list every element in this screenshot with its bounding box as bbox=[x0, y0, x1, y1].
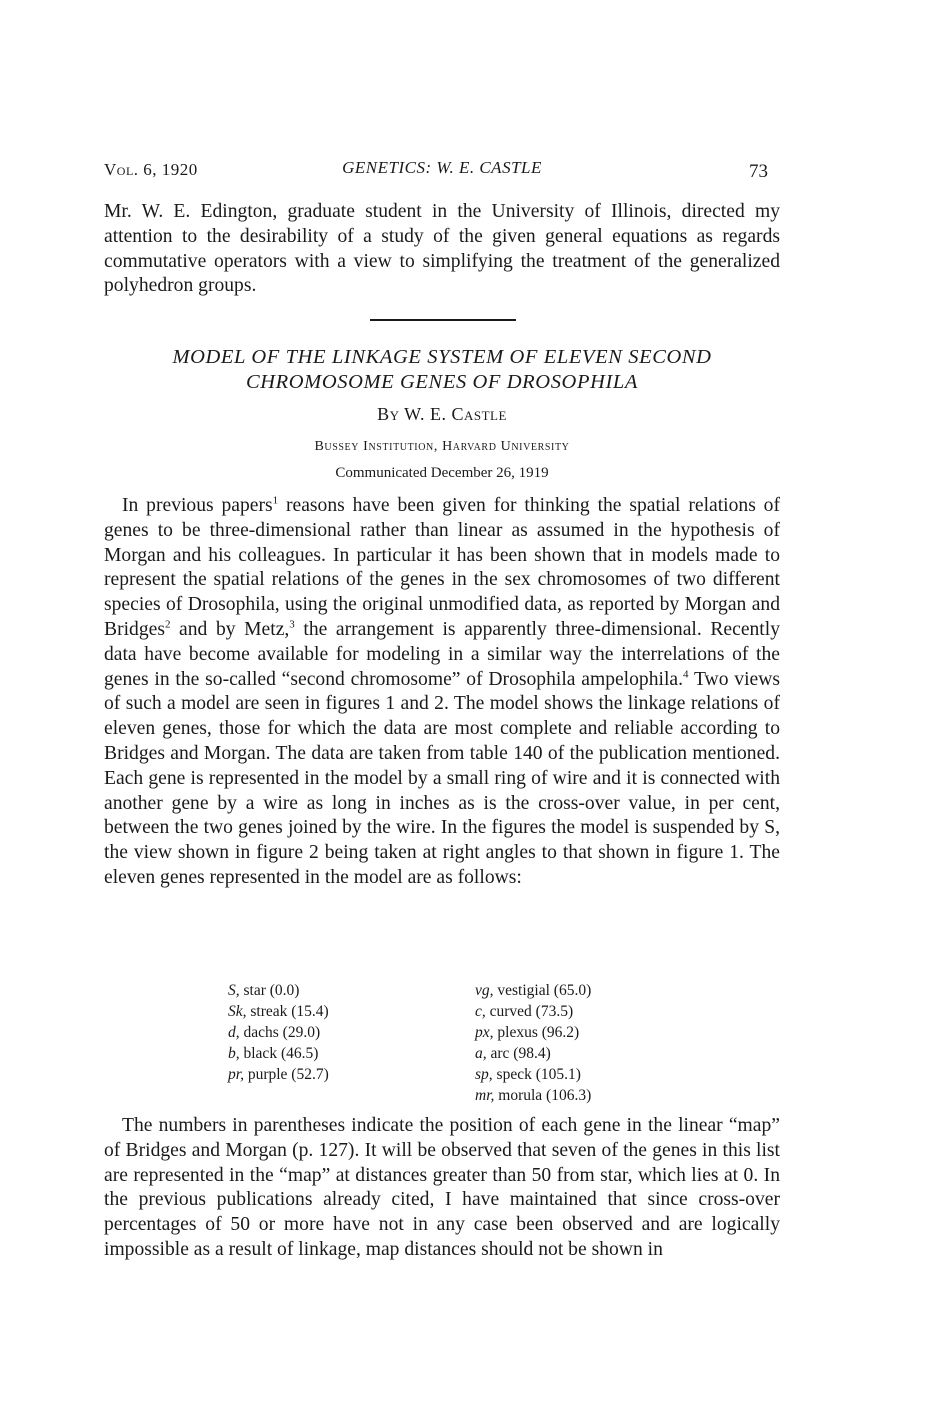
gene-name: dachs (29.0) bbox=[239, 1024, 321, 1041]
list-item bbox=[228, 1001, 329, 1022]
gene-name: curved (73.5) bbox=[485, 1003, 574, 1020]
body-paragraph-1 bbox=[104, 494, 780, 891]
gene-name: speck (105.1) bbox=[492, 1066, 581, 1083]
running-header bbox=[104, 158, 780, 186]
gene-list-column-2 bbox=[475, 980, 591, 1106]
footnote-ref-3: 3 bbox=[289, 618, 295, 631]
list-item bbox=[228, 1064, 329, 1085]
gene-list-column-1 bbox=[228, 980, 329, 1085]
intro-paragraph: Mr. W. E. Edington, graduate student in the University of Illinois, directed my attention to the desirability of a study of the given general equations as regards commutative operators with a view to simplifying the treatment of the generalized polyhedron groups. bbox=[104, 201, 780, 297]
section-divider bbox=[370, 319, 516, 321]
volume-label: Vol. 6, 1920 bbox=[104, 160, 198, 179]
list-item bbox=[475, 1022, 591, 1043]
gene-symbol: vg, bbox=[475, 982, 494, 999]
footnote-ref-2: 2 bbox=[164, 618, 171, 631]
title-line-1: MODEL OF THE LINKAGE SYSTEM OF ELEVEN SECOND bbox=[172, 346, 712, 368]
gene-name: arc (98.4) bbox=[486, 1045, 551, 1062]
p1-text-b: reasons have been given for thinking the spatial relations of genes to be three-dimensional rather than linear as assumed in the hypothesis of Morgan and his colleagues. In particular it has been shown that in models made to represent the spatial relations of the genes in the sex chromosomes of two different species of Drosophila, using the original unmodified data, as reported by Morgan and Bridges bbox=[104, 495, 781, 640]
running-title: GENETICS: W. E. CASTLE bbox=[342, 158, 542, 177]
gene-name: streak (15.4) bbox=[246, 1003, 329, 1020]
gene-symbol: sp, bbox=[475, 1066, 493, 1083]
gene-symbol: b, bbox=[228, 1045, 240, 1062]
gene-symbol: pr, bbox=[228, 1066, 244, 1083]
list-item bbox=[475, 980, 591, 1001]
gene-symbol: d, bbox=[228, 1024, 240, 1041]
footnote-ref-4: 4 bbox=[683, 668, 689, 681]
gene-name: plexus (96.2) bbox=[493, 1024, 580, 1041]
list-item bbox=[475, 1064, 591, 1085]
gene-name: black (46.5) bbox=[239, 1045, 319, 1062]
gene-name: star (0.0) bbox=[239, 982, 300, 999]
gene-name: purple (52.7) bbox=[243, 1066, 329, 1083]
gene-symbol: Sk, bbox=[228, 1003, 247, 1020]
communicated-date: Communicated December 26, 1919 bbox=[335, 465, 549, 481]
list-item bbox=[228, 1043, 329, 1064]
author-byline: By W. E. Castle bbox=[377, 404, 507, 424]
gene-symbol: px, bbox=[475, 1024, 494, 1041]
footnote-ref-1: 1 bbox=[272, 494, 279, 507]
list-item bbox=[228, 1022, 329, 1043]
body-paragraph-2: The numbers in parentheses indicate the position of each gene in the linear “map” of Bridges and Morgan (p. 127). It will be observed that seven of the genes in this list are represented in the “map” at distances greater than 50 from star, which lies at 0. In the previous publications already cited, I have maintained that since cross-over percentages of 50 or more have not in any case been observed and are logically impossible as a result of linkage, map distances should not be shown in bbox=[104, 1115, 780, 1260]
p1-text-e: Two views of such a model are seen in figures 1 and 2. The model shows the linkage relations of eleven genes, those for which the data are most complete and reliable according to Bridges and Morgan. The data are taken from table 140 of the publication mentioned. Each gene is represented in the model by a small ring of wire and it is connected with another gene by a wire as long in inches as is the cross-over value, in per cent, between the two genes joined by the wire. In the figures the model is suspended by S, the view shown in figure 2 being taken at right angles to that shown in figure 1. The eleven genes represented in the model are as follows: bbox=[104, 668, 781, 888]
gene-symbol: c, bbox=[475, 1003, 486, 1020]
p1-text-c: and by Metz, bbox=[170, 618, 290, 640]
p1-text-d: the arrangement is apparently three-dimensional. Recently data have become available for modeling in a similar way the interrelations of the genes in the so-called “second chromosome” of Drosophila ampelophila. bbox=[104, 618, 780, 690]
article-title bbox=[104, 345, 780, 395]
author-affiliation: Bussey Institution, Harvard University bbox=[314, 439, 570, 454]
page-number: 73 bbox=[749, 161, 768, 182]
list-item bbox=[228, 980, 329, 1001]
gene-symbol: a, bbox=[475, 1045, 487, 1062]
list-item bbox=[475, 1001, 591, 1022]
p1-text-a: In previous papers bbox=[122, 495, 273, 516]
gene-name: morula (106.3) bbox=[494, 1087, 592, 1104]
title-line-2: CHROMOSOME GENES OF DROSOPHILA bbox=[245, 371, 639, 393]
list-item bbox=[475, 1043, 591, 1064]
gene-name: vestigial (65.0) bbox=[493, 982, 592, 999]
list-item bbox=[475, 1085, 591, 1106]
gene-symbol: mr, bbox=[475, 1087, 495, 1104]
gene-symbol: S, bbox=[228, 982, 240, 999]
